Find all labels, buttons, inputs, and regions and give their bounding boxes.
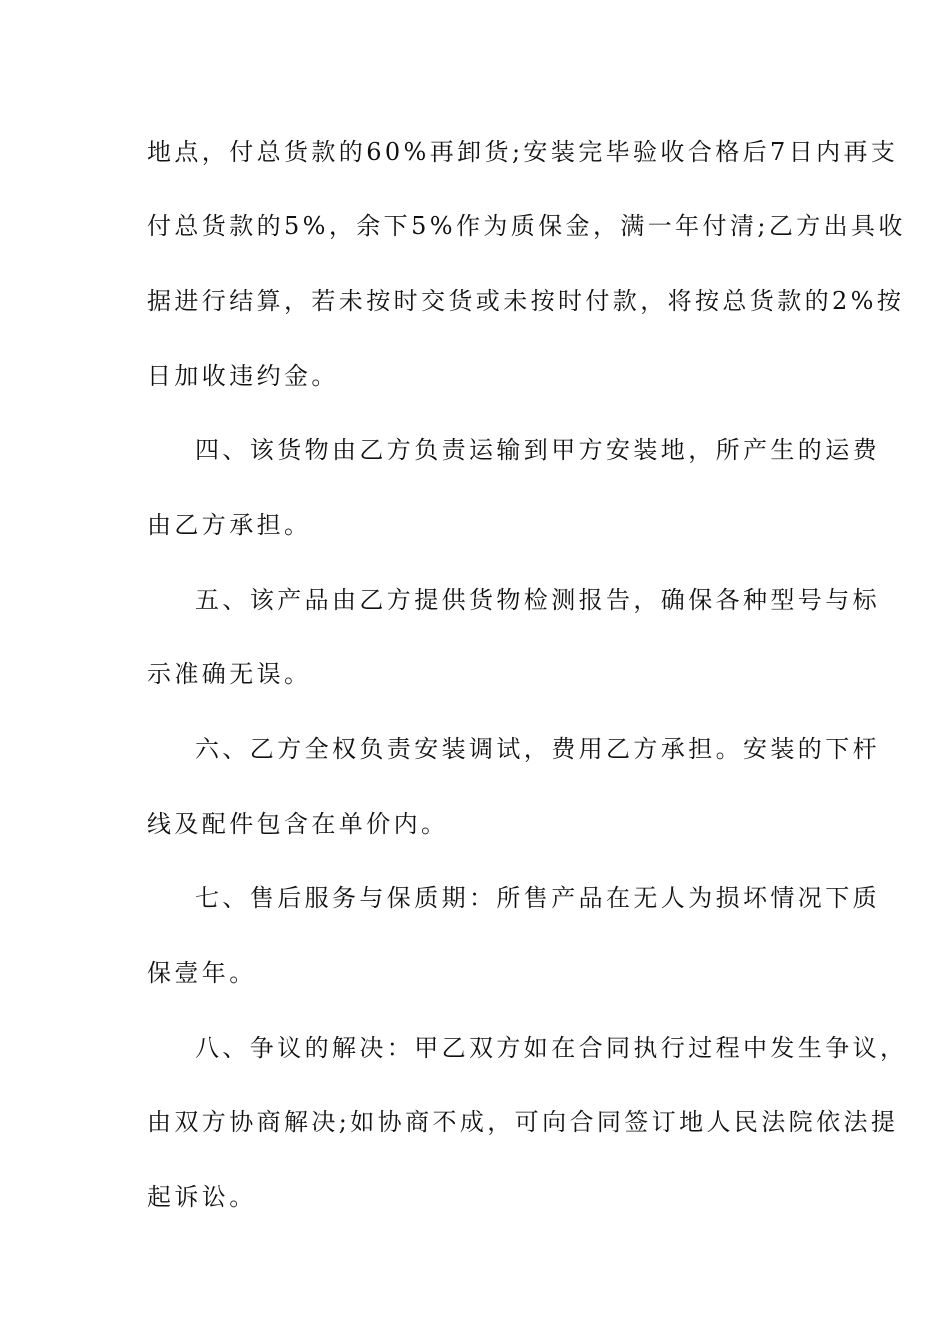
clause-8-line: 八、争议的解决：甲乙双方如在合同执行过程中发生争议，	[195, 1034, 908, 1062]
clause-6-line: 六、乙方全权负责安装调试，费用乙方承担。安装的下杆	[195, 735, 880, 763]
clause-4-line: 四、该货物由乙方负责运输到甲方安装地，所产生的运费	[195, 436, 880, 464]
text-line: 起诉讼。	[147, 1183, 257, 1211]
text-line: 付总货款的5%，余下5%作为质保金，满一年付清;乙方出具收	[147, 212, 906, 240]
text-line: 线及配件包含在单价内。	[147, 810, 449, 838]
clause-5-line: 五、该产品由乙方提供货物检测报告，确保各种型号与标	[195, 586, 880, 614]
text-line: 由乙方承担。	[147, 511, 312, 539]
text-line: 示准确无误。	[147, 660, 312, 688]
clause-7-line: 七、售后服务与保质期：所售产品在无人为损坏情况下质	[195, 884, 880, 912]
text-line: 地点，付总货款的60%再卸货;安装完毕验收合格后7日内再支	[147, 138, 899, 166]
text-line: 由双方协商解决;如协商不成，可向合同签订地人民法院依法提	[147, 1108, 899, 1136]
text-line: 保壹年。	[147, 959, 257, 987]
text-line: 据进行结算，若未按时交货或未按时付款，将按总货款的2%按	[147, 287, 905, 315]
text-line: 日加收违约金。	[147, 362, 339, 390]
